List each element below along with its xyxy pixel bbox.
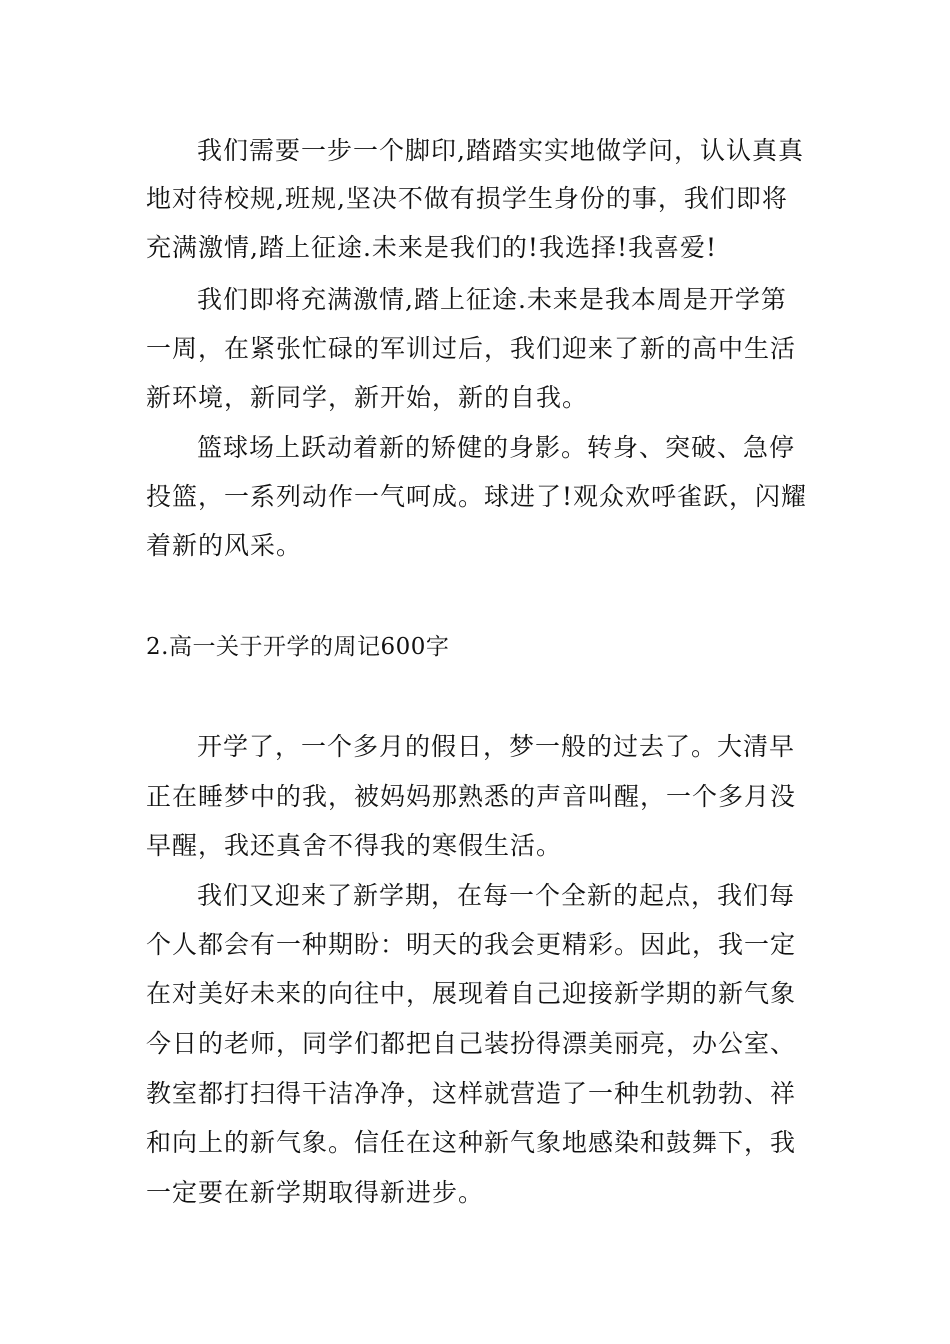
section-paragraph-2-line-3: 在对美好未来的向往中，展现着自己迎接新学期的新气象: [146, 979, 797, 1008]
section-paragraph-2-line-6: 和向上的新气象。信任在这种新气象地感染和鼓舞下，我: [146, 1128, 797, 1157]
section-paragraph-2-line-5: 教室都打扫得干洁净净，这样就营造了一种生机勃勃、祥: [146, 1079, 797, 1108]
section-paragraph-1-line-3: 早醒，我还真舍不得我的寒假生活。: [146, 831, 563, 860]
section-paragraph-1-line-2: 正在睡梦中的我，被妈妈那熟悉的声音叫醒，一个多月没: [146, 782, 797, 811]
paragraph-2-line-3: 新环境，新同学，新开始，新的自我。: [146, 383, 589, 412]
paragraph-3-line-1: 篮球场上跃动着新的矫健的身影。转身、突破、急停: [197, 433, 796, 462]
paragraph-3-line-2: 投篮，一系列动作一气呵成。球进了!观众欢呼雀跃，闪耀: [146, 482, 808, 511]
section-heading: 2.高一关于开学的周记600字: [146, 634, 450, 660]
paragraph-1-line-3: 充满激情,踏上征途.未来是我们的!我选择!我喜爱!: [146, 233, 718, 262]
section-paragraph-2-line-4: 今日的老师，同学们都把自己装扮得漂美丽亮，办公室、: [146, 1029, 797, 1058]
paragraph-3-line-3: 着新的风采。: [146, 531, 303, 560]
section-paragraph-2-line-7: 一定要在新学期取得新进步。: [146, 1178, 485, 1207]
paragraph-1-line-1: 我们需要一步一个脚印,踏踏实实地做学问，认认真真: [197, 136, 804, 165]
section-paragraph-2-line-2: 个人都会有一种期盼：明天的我会更精彩。因此，我一定: [146, 930, 797, 959]
paragraph-1-line-2: 地对待校规,班规,坚决不做有损学生身份的事，我们即将: [146, 184, 788, 213]
section-paragraph-2-line-1: 我们又迎来了新学期，在每一个全新的起点，我们每: [197, 881, 796, 910]
paragraph-2-line-1: 我们即将充满激情,踏上征途.未来是我本周是开学第: [197, 285, 787, 314]
section-paragraph-1-line-1: 开学了，一个多月的假日，梦一般的过去了。大清早: [197, 732, 796, 761]
paragraph-2-line-2: 一周，在紧张忙碌的军训过后，我们迎来了新的高中生活: [146, 334, 797, 363]
